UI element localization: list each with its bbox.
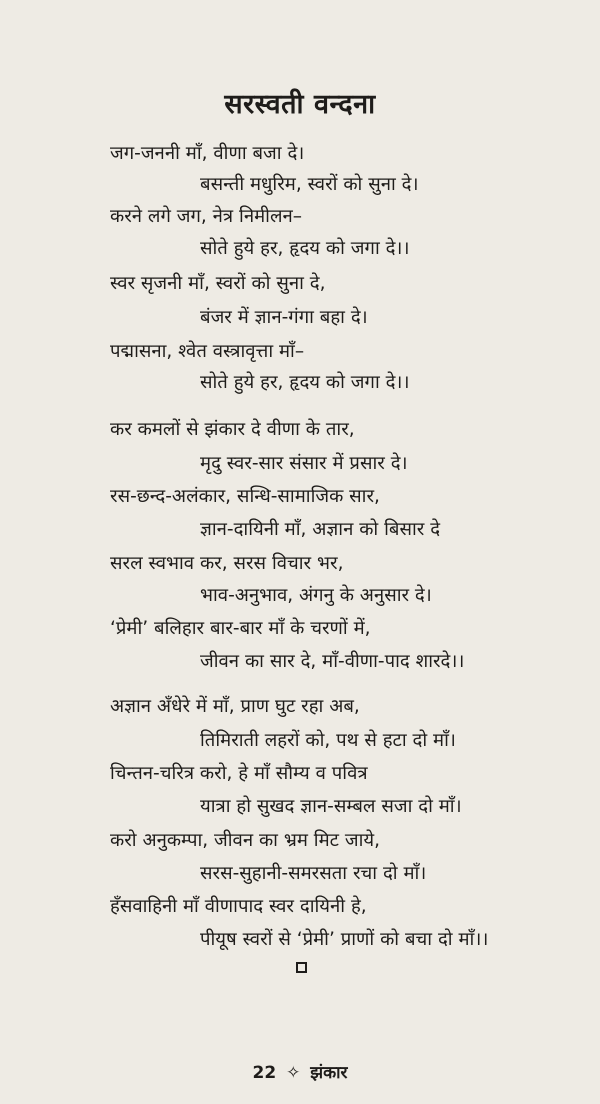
poem-line: बसन्ती मधुरिम, स्वरों को सुना दे। [200,174,419,195]
poem-line: ज्ञान-दायिनी माँ, अज्ञान को बिसार दे [200,519,441,540]
poem-line: भाव-अनुभाव, अंगनु के अनुसार दे। [200,585,432,606]
poem-line: हँसवाहिनी माँ वीणापाद स्वर दायिनी हे, [110,896,367,917]
poem-line: सरल स्वभाव कर, सरस विचार भर, [110,553,344,574]
poem-line: जग-जननी माँ, वीणा बजा दे। [110,143,305,164]
poem-line: अज्ञान अँधेरे में माँ, प्राण घुट रहा अब, [110,696,360,717]
poem-line: सरस-सुहानी-समरसता रचा दो माँ। [200,863,427,884]
poem-line: रस-छन्द-अलंकार, सन्धि-सामाजिक सार, [110,486,380,507]
poem-line: सोते हुये हर, हृदय को जगा दे।। [200,238,410,259]
poem-line: ‘प्रेमी’ बलिहार बार-बार माँ के चरणों में, [110,618,371,639]
page-number: 22 [252,1063,277,1083]
poem-line: करो अनुकम्पा, जीवन का भ्रम मिट जाये, [110,830,380,851]
book-title: झंकार [310,1063,348,1083]
poem-line: पीयूष स्वरों से ‘प्रेमी’ प्राणों को बचा दो माँ।। [200,929,489,950]
poem-line: मृदु स्वर-सार संसार में प्रसार दे। [200,453,408,474]
poem-line: करने लगे जग, नेत्र निमीलन– [110,206,303,227]
poem-line: बंजर में ज्ञान-गंगा बहा दे। [200,307,368,328]
poem-line: पद्मासना, श्वेत वस्त्रावृत्ता माँ– [110,341,305,362]
poem-line: स्वर सृजनी माँ, स्वरों को सुना दे, [110,273,326,294]
poem-title: सरस्वती वन्दना [224,89,376,120]
diamond-separator-icon: ✧ [286,1063,301,1083]
poem-line: सोते हुये हर, हृदय को जगा दे।। [200,372,410,393]
poem-line: कर कमलों से झंकार दे वीणा के तार, [110,419,355,440]
poem-line: चिन्तन-चरित्र करो, हे माँ सौम्य व पवित्र [110,763,368,784]
poem-line: तिमिराती लहरों को, पथ से हटा दो माँ। [200,730,456,751]
end-of-poem-square-icon [296,962,307,973]
poem-line: यात्रा हो सुखद ज्ञान-सम्बल सजा दो माँ। [200,796,462,817]
poem-line: जीवन का सार दे, माँ-वीणा-पाद शारदे।। [200,651,465,672]
page-footer [0,1060,600,1083]
